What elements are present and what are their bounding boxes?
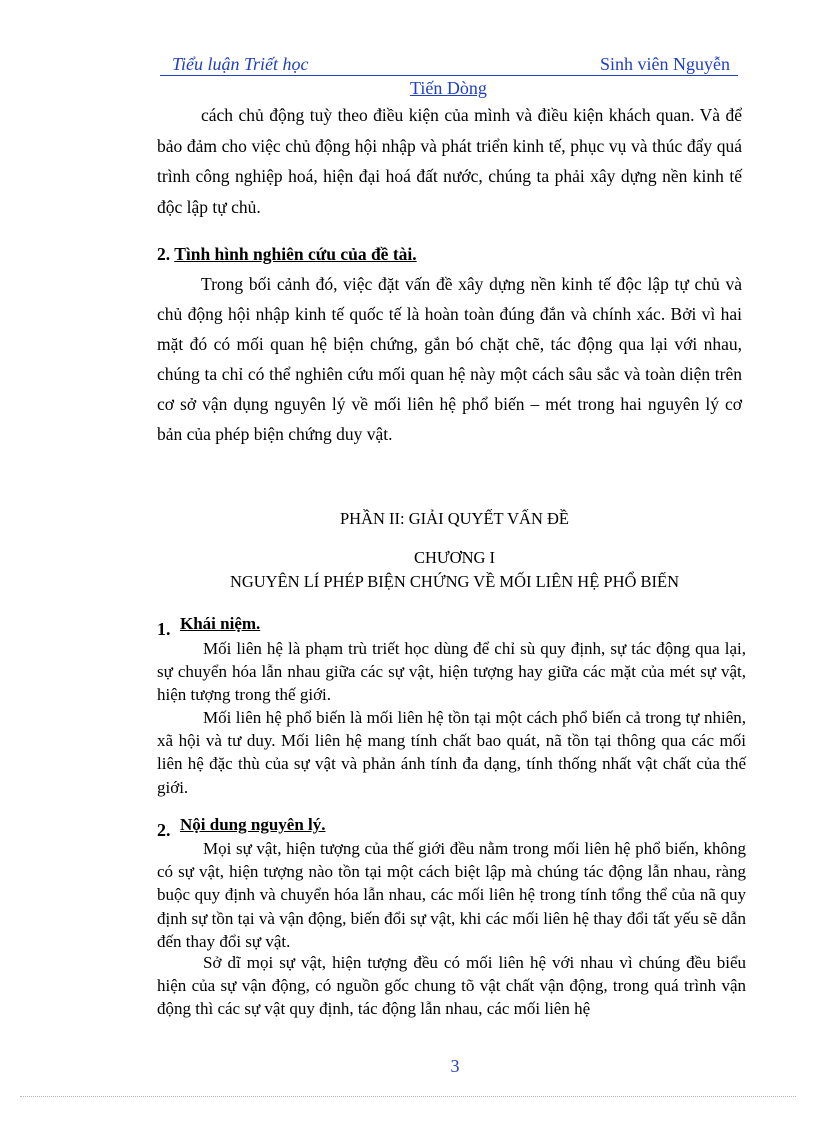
sub1-title: Khái niệm. xyxy=(180,614,261,633)
sub1-paragraph-1-text: Mối liên hệ là phạm trù triết học dùng để chỉ sù quy định, sự tác động qua lại, sự chuyển hóa lẫn nhau giữa các sự vật, hiện tượng hay giữa các mặt của mét sự vật, hiện tượng trong thế giới. xyxy=(157,639,746,705)
sub1-paragraph-2 xyxy=(157,706,746,799)
intro-paragraph-text: cách chủ động tuỳ theo điều kiện của mình và điều kiện khách quan. Và để bảo đảm cho việc chủ động hội nhập và phát triển kinh tế, phục vụ và thúc đẩy quá trình công nghiệp hoá, hiện đại hoá đất nước, chúng ta phải xây dựng nền kinh tế độc lập tự chủ. xyxy=(157,105,742,217)
sub2-paragraph-2 xyxy=(157,951,746,1021)
section2-paragraph-text: Trong bối cảnh đó, việc đặt vấn đề xây dựng nền kinh tế độc lập tự chủ và chủ động hội nhập kinh tế quốc tế là hoàn toàn đúng đắn và chính xác. Bởi vì hai mặt đó có mối quan hệ biện chứng, gắn bó chặt chẽ, tác động qua lại với nhau, chúng ta chỉ có thể nghiên cứu mối quan hệ này một cách sâu sắc và toàn diện trên cơ sở vận dụng nguyên lý về mối liên hệ phổ biến – mét trong hai nguyên lý cơ bản của phép biện chứng duy vật. xyxy=(157,274,742,444)
sub1-number: 1. xyxy=(157,619,171,639)
chapter-heading: CHƯƠNG I xyxy=(413,548,496,567)
sub2-paragraph-1-text: Mọi sự vật, hiện tượng của thế giới đều nằm trong mối liên hệ phổ biến, không có sự vật, hiện tượng nào tồn tại một cách biệt lập mà chúng tác động lẫn nhau, ràng buộc quy định và chuyển hóa lẫn nhau, các mối liên hệ trong tính tổng thể của nã quy định sự tồn tại và vận động, biến đổi sự vật, khi các mối liên hệ thay đổi tất yếu sẽ dẫn đến thay đổi sự vật. xyxy=(157,839,746,951)
sub2-paragraph-1 xyxy=(157,837,746,953)
sub1-paragraph-1 xyxy=(157,637,746,707)
section2-paragraph xyxy=(157,269,742,449)
section2-number: 2. xyxy=(157,244,171,264)
header-underline xyxy=(160,75,738,76)
sub2-paragraph-2-text: Sở dĩ mọi sự vật, hiện tượng đều có mối liên hệ với nhau vì chúng đều biểu hiện của sự vận động, có nguồn gốc chung tõ vật chất vận động, trong quá trình vận động thì các sự vật quy định, tác động lẫn nhau, các mối liên hệ xyxy=(157,953,746,1019)
header-continuation-text: Tiến Dòng xyxy=(410,78,487,98)
section2-title: Tình hình nghiên cứu của đề tài. xyxy=(174,244,417,264)
page-header xyxy=(160,52,738,98)
sub1-paragraph-2-text: Mối liên hệ phổ biến là mối liên hệ tồn tại một cách phổ biến cả trong tự nhiên, xã hội và tư duy. Mối liên hệ mang tính chất bao quát, nã tồn tại thông qua các mối liên hệ đặc thù của sự vật và phản ánh tính đa dạng, tính thống nhất vật chất của thế giới. xyxy=(157,708,746,797)
chapter-title: NGUYÊN LÍ PHÉP BIỆN CHỨNG VỀ MỐI LIÊN HỆ PHỔ BIẾN xyxy=(229,572,680,591)
sub2-title: Nội dung nguyên lý. xyxy=(180,815,326,834)
intro-paragraph xyxy=(157,100,742,222)
page-number: 3 xyxy=(450,1056,460,1076)
sub2-number: 2. xyxy=(157,820,171,840)
header-left-text: Tiểu luận Triết học xyxy=(172,54,309,74)
header-right-text: Sinh viên Nguyễn xyxy=(600,54,730,74)
page-bottom-divider xyxy=(20,1096,796,1097)
part-heading: PHẦN II: GIẢI QUYẾT VẤN ĐỀ xyxy=(340,509,569,528)
section2-heading xyxy=(157,244,417,265)
